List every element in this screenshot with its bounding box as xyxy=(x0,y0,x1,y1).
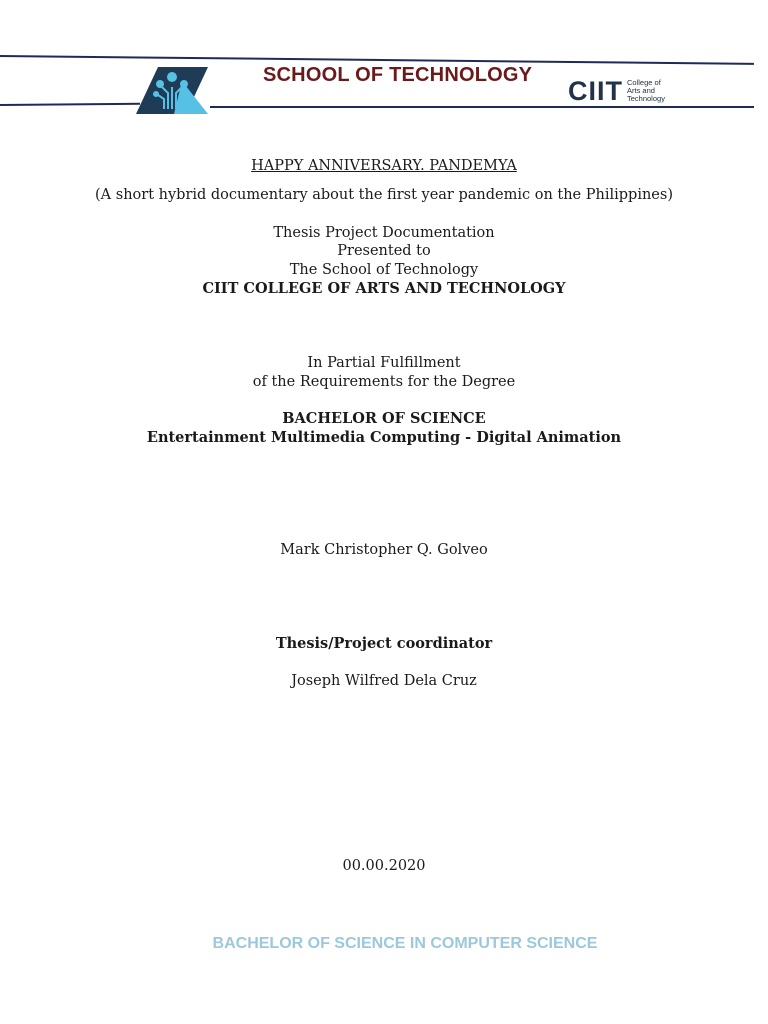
presentation-line-2: Presented to xyxy=(337,243,431,259)
fulfillment-line-2: of the Requirements for the Degree xyxy=(252,374,516,390)
coordinator-name: Joseph Wilfred Dela Cruz xyxy=(291,673,477,689)
institution-name: CIIT COLLEGE OF ARTS AND TECHNOLOGY xyxy=(202,280,566,297)
school-title: SCHOOL OF TECHNOLOGY xyxy=(263,64,533,86)
program-name: Entertainment Multimedia Computing - Digital Animation xyxy=(146,429,622,446)
ciit-brand-subtitle: College of Arts and Technology xyxy=(627,78,665,103)
document-subtitle: (A short hybrid documentary about the first year pandemic on the Philippines) xyxy=(95,187,673,203)
coordinator-heading: Thesis/Project coordinator xyxy=(275,635,493,652)
ciit-logo xyxy=(568,76,665,106)
footer-program: BACHELOR OF SCIENCE IN COMPUTER SCIENCE xyxy=(212,935,598,952)
document-date: 00.00.2020 xyxy=(342,858,426,874)
presentation-line-3: The School of Technology xyxy=(289,262,479,278)
author-name: Mark Christopher Q. Golveo xyxy=(280,542,488,558)
presentation-line-1: Thesis Project Documentation xyxy=(273,225,495,241)
document-title: HAPPY ANNIVERSARY. PANDEMYA xyxy=(251,158,517,174)
ciit-brand-word: CIIT xyxy=(568,76,623,106)
page-header xyxy=(0,0,768,130)
fulfillment-line-1: In Partial Fulfillment xyxy=(307,355,461,371)
degree-name: BACHELOR OF SCIENCE xyxy=(282,410,486,427)
school-emblem-logo xyxy=(136,67,210,115)
header-left-line xyxy=(0,103,140,106)
header-right-line xyxy=(210,106,754,108)
